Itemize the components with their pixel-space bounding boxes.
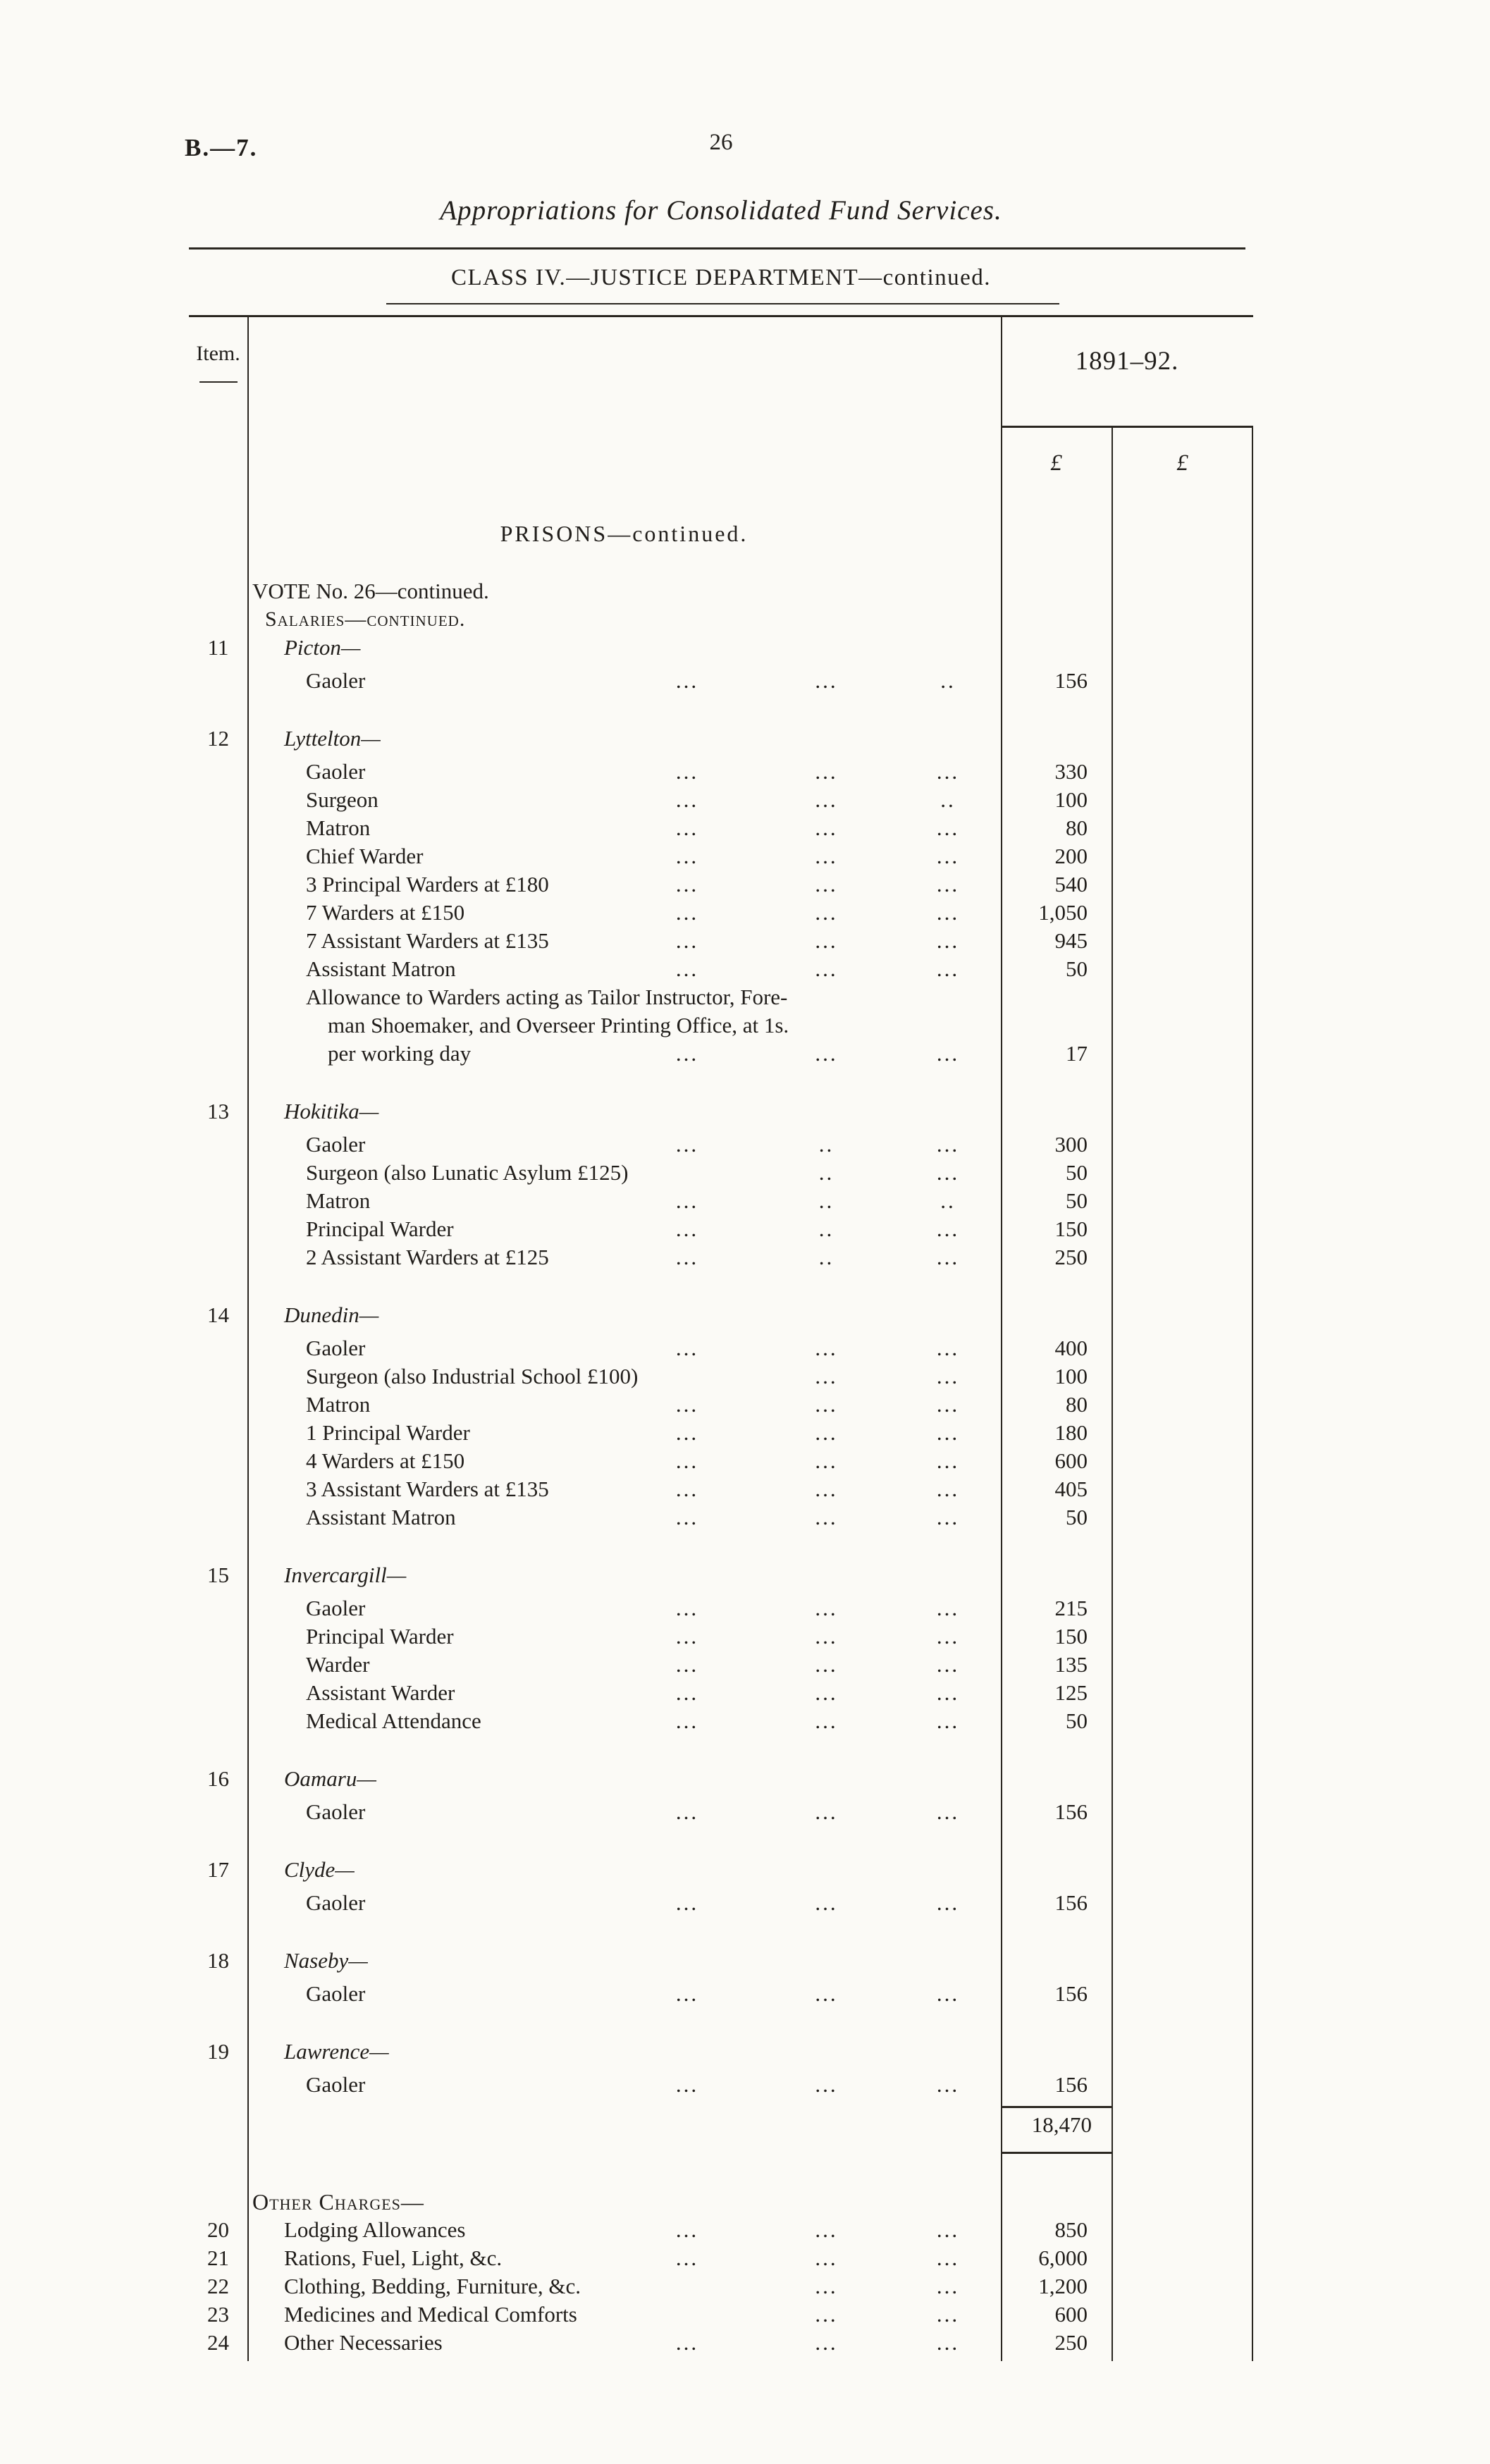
dot-leader: ... [815, 759, 838, 784]
dot-leader: ... [936, 1890, 960, 1915]
table-row [189, 814, 1253, 842]
dot-leader: ... [815, 1799, 838, 1824]
row-label: Gaoler [306, 1890, 366, 1915]
row-label: Assistant Matron [306, 1505, 456, 1529]
dot-leader: ... [675, 1392, 699, 1417]
row-label: Chief Warder [306, 844, 424, 868]
dot-leader: ... [815, 2217, 838, 2242]
dot-leader: ... [675, 815, 699, 840]
table-row [189, 758, 1253, 786]
dot-leader: ... [815, 1392, 838, 1417]
table-row [189, 1159, 1253, 1187]
dot-leader: ... [675, 900, 699, 925]
dot-leader: ... [936, 844, 960, 868]
table-row [189, 2071, 1253, 2099]
dot-leader: ... [815, 844, 838, 868]
item-number: 18 [207, 1948, 229, 1973]
table-row [189, 1622, 1253, 1651]
table-row [189, 1391, 1253, 1419]
dot-leader: ... [675, 928, 699, 953]
row-label: 7 Assistant Warders at £135 [306, 928, 549, 953]
group-header-row [189, 1856, 1253, 1884]
table-row [189, 1215, 1253, 1243]
pound-sign-left: £ [1050, 450, 1062, 476]
vote-line: VOTE No. 26—continued. [252, 579, 489, 603]
dot-leader: ... [936, 1132, 960, 1157]
place-name: Invercargill— [284, 1563, 407, 1587]
dot-leader: .. [940, 1188, 956, 1213]
row-label: Surgeon (also Industrial School £100) [306, 1364, 639, 1388]
dot-leader: ... [815, 1477, 838, 1501]
row-label: 3 Assistant Warders at £135 [306, 1477, 549, 1501]
item-number: 13 [207, 1099, 229, 1123]
dot-leader: .. [818, 1132, 835, 1157]
dot-leader: ... [675, 1624, 699, 1649]
row-label: Surgeon [306, 787, 378, 812]
prison-group-lawrence [189, 2038, 1253, 2099]
dot-leader: ... [675, 1890, 699, 1915]
dot-leader: ... [675, 1132, 699, 1157]
row-label: Rations, Fuel, Light, &c. [284, 2246, 503, 2270]
item-number: 19 [207, 2039, 229, 2064]
amount: 600 [1054, 1448, 1088, 1473]
amount: 50 [1066, 1160, 1088, 1185]
item-number: 21 [207, 2246, 229, 2270]
section-heading-prisons: PRISONS—continued. [500, 521, 749, 546]
group-header-row [189, 1097, 1253, 1126]
group-header-row [189, 1947, 1253, 1975]
table-row [189, 1503, 1253, 1532]
place-name: Lawrence— [284, 2039, 389, 2064]
salaries-subtotal [1001, 2106, 1112, 2154]
dot-leader: .. [818, 1216, 835, 1241]
dot-leader: ... [675, 759, 699, 784]
row-label: Gaoler [306, 759, 366, 784]
dot-leader: ... [936, 1652, 960, 1677]
dot-leader: ... [675, 872, 699, 897]
dot-leader: ... [936, 1364, 960, 1388]
amount: 250 [1054, 2330, 1088, 2355]
dot-leader: ... [936, 1245, 960, 1269]
dot-leader: ... [936, 1041, 960, 1066]
amount: 200 [1054, 844, 1088, 868]
row-label: Matron [306, 815, 371, 840]
table-top-rule [189, 315, 1253, 317]
dot-leader: ... [675, 1041, 699, 1066]
row-label: 1 Principal Warder [306, 1420, 470, 1445]
amount: 150 [1054, 1216, 1088, 1241]
table-row [189, 2244, 1253, 2272]
dot-leader: ... [815, 2246, 838, 2270]
dot-leader: ... [936, 2246, 960, 2270]
dot-leader: ... [815, 787, 838, 812]
dot-leader: ... [936, 815, 960, 840]
table-row [189, 1334, 1253, 1362]
row-label: Gaoler [306, 2072, 366, 2097]
dot-leader: ... [675, 2072, 699, 2097]
table-row [189, 1243, 1253, 1271]
amount: 945 [1054, 928, 1088, 953]
dot-leader: ... [936, 1477, 960, 1501]
dot-leader: .. [818, 1245, 835, 1269]
dot-leader: ... [936, 1448, 960, 1473]
table-row [189, 1707, 1253, 1735]
amount: 156 [1054, 1890, 1088, 1915]
dot-leader: ... [675, 1245, 699, 1269]
row-label: Gaoler [306, 1132, 366, 1157]
amount: 156 [1054, 2072, 1088, 2097]
dot-leader: ... [815, 1981, 838, 2006]
table-row [189, 1362, 1253, 1391]
item-number: 14 [207, 1302, 229, 1327]
table-row [189, 1475, 1253, 1503]
pound-sign-right: £ [1176, 450, 1188, 476]
amount: 1,050 [1038, 900, 1088, 925]
dot-leader: ... [936, 1216, 960, 1241]
dot-leader: ... [675, 1799, 699, 1824]
dot-leader: ... [815, 2274, 838, 2298]
dot-leader: ... [815, 1448, 838, 1473]
dot-leader: ... [675, 1505, 699, 1529]
dot-leader: ... [936, 1799, 960, 1824]
amount: 100 [1054, 787, 1088, 812]
dot-leader: ... [675, 1448, 699, 1473]
item-number: 16 [207, 1766, 229, 1791]
year-header-rule [1001, 426, 1253, 428]
dot-leader: ... [936, 1708, 960, 1733]
table-row [189, 1187, 1253, 1215]
group-header-row [189, 1561, 1253, 1589]
dot-leader: ... [815, 815, 838, 840]
dot-leader: ... [815, 1420, 838, 1445]
row-label: Assistant Matron [306, 956, 456, 981]
page-number: 26 [709, 130, 733, 155]
dot-leader: ... [815, 956, 838, 981]
place-name: Picton— [284, 635, 361, 660]
dot-leader: ... [815, 1652, 838, 1677]
prison-group-dunedin [189, 1301, 1253, 1532]
title-rule [189, 247, 1245, 250]
row-label: 2 Assistant Warders at £125 [306, 1245, 549, 1269]
amount: 850 [1054, 2217, 1088, 2242]
amount: 100 [1054, 1364, 1088, 1388]
amount: 80 [1066, 815, 1088, 840]
item-number: 20 [207, 2217, 229, 2242]
row-label: 7 Warders at £150 [306, 900, 465, 925]
dot-leader: ... [936, 1981, 960, 2006]
item-number: 17 [207, 1857, 229, 1882]
row-label: Matron [306, 1392, 371, 1417]
dot-leader: ... [675, 1477, 699, 1501]
section-heading-other-charges: Other Charges— [252, 2189, 424, 2214]
dot-leader: ... [675, 2246, 699, 2270]
amount: 300 [1054, 1132, 1088, 1157]
table-row [189, 1447, 1253, 1475]
place-name: Naseby— [284, 1948, 368, 1973]
prison-group-picton [189, 634, 1253, 695]
dot-leader: .. [818, 1160, 835, 1185]
amount: 150 [1054, 1624, 1088, 1649]
place-name: Lyttelton— [284, 726, 381, 751]
amount: 125 [1054, 1680, 1088, 1705]
dot-leader: ... [675, 844, 699, 868]
amount: 156 [1054, 1799, 1088, 1824]
amount: 1,200 [1038, 2274, 1088, 2298]
dot-leader: ... [675, 1188, 699, 1213]
dot-leader: ... [675, 1216, 699, 1241]
dot-leader: ... [675, 1680, 699, 1705]
document-title: Appropriations for Consolidated Fund Services. [440, 195, 1002, 226]
amount: 50 [1066, 956, 1088, 981]
row-label: Other Necessaries [284, 2330, 443, 2355]
dot-leader: ... [815, 668, 838, 693]
table-row [189, 1131, 1253, 1159]
item-number: 15 [207, 1563, 229, 1587]
amount: 50 [1066, 1505, 1088, 1529]
dot-leader: ... [815, 1041, 838, 1066]
dot-leader: ... [936, 1160, 960, 1185]
dot-leader: ... [815, 2302, 838, 2327]
row-label: Principal Warder [306, 1624, 454, 1649]
dot-leader: ... [936, 2274, 960, 2298]
prison-group-oamaru [189, 1765, 1253, 1826]
dot-leader: ... [675, 956, 699, 981]
dot-leader: ... [815, 1364, 838, 1388]
prison-group-naseby [189, 1947, 1253, 2008]
dot-leader: ... [815, 1624, 838, 1649]
dot-leader: ... [936, 1392, 960, 1417]
dot-leader: ... [936, 2217, 960, 2242]
item-column-header: Item. [196, 342, 240, 365]
dot-leader: ... [675, 1596, 699, 1620]
table-row [189, 1798, 1253, 1826]
amount: 330 [1054, 759, 1088, 784]
row-label: Principal Warder [306, 1216, 454, 1241]
dot-leader: ... [936, 759, 960, 784]
dot-leader: ... [815, 2072, 838, 2097]
row-label: Surgeon (also Lunatic Asylum £125) [306, 1160, 629, 1185]
item-number: 11 [207, 635, 229, 660]
amount: 400 [1054, 1336, 1088, 1360]
dot-leader: ... [815, 1890, 838, 1915]
dot-leader: ... [815, 1336, 838, 1360]
table-row [189, 1651, 1253, 1679]
group-header-row [189, 1301, 1253, 1329]
table-row [189, 927, 1253, 955]
year-column-header: 1891–92. [1075, 347, 1179, 376]
row-label: 3 Principal Warders at £180 [306, 872, 549, 897]
place-name: Hokitika— [284, 1099, 379, 1123]
row-label: Medical Attendance [306, 1708, 481, 1733]
dot-leader: ... [675, 1652, 699, 1677]
table-row [189, 786, 1253, 814]
amount: 600 [1054, 2302, 1088, 2327]
row-label: Gaoler [306, 1596, 366, 1620]
table-row [189, 1594, 1253, 1622]
salaries-line: Salaries—continued. [265, 608, 466, 631]
dot-leader: ... [936, 1596, 960, 1620]
item-number: 23 [207, 2302, 229, 2327]
dot-leader: ... [936, 1420, 960, 1445]
dot-leader: ... [815, 872, 838, 897]
dot-leader: ... [936, 1624, 960, 1649]
dot-leader: ... [936, 2072, 960, 2097]
prison-group-hokitika [189, 1097, 1253, 1271]
table-body [189, 519, 1253, 2357]
prison-group-clyde [189, 1856, 1253, 1917]
group-header-row [189, 2038, 1253, 2066]
place-name: Clyde— [284, 1857, 355, 1882]
dot-leader: ... [815, 900, 838, 925]
amount: 540 [1054, 872, 1088, 897]
prison-group-invercargill [189, 1561, 1253, 1735]
dot-leader: .. [940, 668, 956, 693]
table-row [189, 955, 1253, 983]
dot-leader: ... [936, 956, 960, 981]
dot-leader: ... [815, 1708, 838, 1733]
amount: 156 [1054, 668, 1088, 693]
dot-leader: ... [936, 872, 960, 897]
dot-leader: ... [815, 928, 838, 953]
table-row [189, 2216, 1253, 2244]
row-label: Assistant Warder [306, 1680, 455, 1705]
amount: 135 [1054, 1652, 1088, 1677]
group-header-row [189, 1765, 1253, 1793]
row-label: Lodging Allowances [284, 2217, 466, 2242]
table-row [189, 2272, 1253, 2300]
dot-leader: ... [815, 1680, 838, 1705]
table-row [189, 667, 1253, 695]
dot-leader: ... [936, 1680, 960, 1705]
table-row [189, 1679, 1253, 1707]
row-label: Warder [306, 1652, 370, 1677]
amount: 80 [1066, 1392, 1088, 1417]
item-number: 22 [207, 2274, 229, 2298]
group-header-row [189, 634, 1253, 662]
table-row [189, 2329, 1253, 2357]
item-number: 24 [207, 2330, 229, 2355]
dot-leader: ... [675, 2217, 699, 2242]
dot-leader: ... [936, 2302, 960, 2327]
dot-leader: .. [940, 787, 956, 812]
table-row [189, 842, 1253, 870]
row-label: Gaoler [306, 668, 366, 693]
dot-leader: ... [675, 668, 699, 693]
row-label: Matron [306, 1188, 371, 1213]
table-row-multiline [189, 983, 1253, 1068]
dot-leader: ... [675, 1708, 699, 1733]
dot-leader: ... [936, 1505, 960, 1529]
appropriations-table [189, 315, 1253, 2464]
row-label: Medicines and Medical Comforts [284, 2302, 577, 2327]
place-name: Dunedin— [284, 1302, 379, 1327]
dot-leader: ... [815, 1596, 838, 1620]
amount: 180 [1054, 1420, 1088, 1445]
dot-leader: ... [936, 928, 960, 953]
dot-leader: ... [675, 1336, 699, 1360]
dot-leader: .. [818, 1188, 835, 1213]
dot-leader: ... [675, 2330, 699, 2355]
prison-group-lyttelton [189, 725, 1253, 1068]
group-header-row [189, 725, 1253, 753]
row-label: Allowance to Warders acting as Tailor Instructor, Fore- man Shoemaker, and Overseer Printing Office, at 1s. per working day [306, 985, 789, 1066]
amount: 6,000 [1038, 2246, 1088, 2270]
amount: 405 [1054, 1477, 1088, 1501]
table-row [189, 1419, 1253, 1447]
amount: 250 [1054, 1245, 1088, 1269]
row-label: 4 Warders at £150 [306, 1448, 465, 1473]
document-reference: B.—7. [185, 134, 258, 161]
dot-leader: ... [675, 1981, 699, 2006]
row-label: Gaoler [306, 1336, 366, 1360]
class-heading: CLASS IV.—JUSTICE DEPARTMENT—continued. [450, 265, 992, 290]
dot-leader: ... [936, 900, 960, 925]
amount: 50 [1066, 1708, 1088, 1733]
dot-leader: ... [675, 1420, 699, 1445]
table-row [189, 870, 1253, 899]
amount: 50 [1066, 1188, 1088, 1213]
row-label: Gaoler [306, 1981, 366, 2006]
row-label: Clothing, Bedding, Furniture, &c. [284, 2274, 581, 2298]
table-row [189, 1889, 1253, 1917]
amount: 17 [1066, 1041, 1088, 1066]
amount: 156 [1054, 1981, 1088, 2006]
item-header-underline [199, 381, 238, 383]
table-row [189, 1980, 1253, 2008]
amount: 215 [1054, 1596, 1088, 1620]
class-heading-rule [386, 303, 1059, 304]
item-number: 12 [207, 726, 229, 751]
dot-leader: ... [675, 787, 699, 812]
place-name: Oamaru— [284, 1766, 376, 1791]
dot-leader: ... [936, 1336, 960, 1360]
salaries-subtotal-amount: 18,470 [1031, 2112, 1092, 2137]
table-row [189, 2300, 1253, 2329]
dot-leader: ... [815, 2330, 838, 2355]
dot-leader: ... [815, 1505, 838, 1529]
dot-leader: ... [936, 2330, 960, 2355]
table-row [189, 899, 1253, 927]
row-label: Gaoler [306, 1799, 366, 1824]
